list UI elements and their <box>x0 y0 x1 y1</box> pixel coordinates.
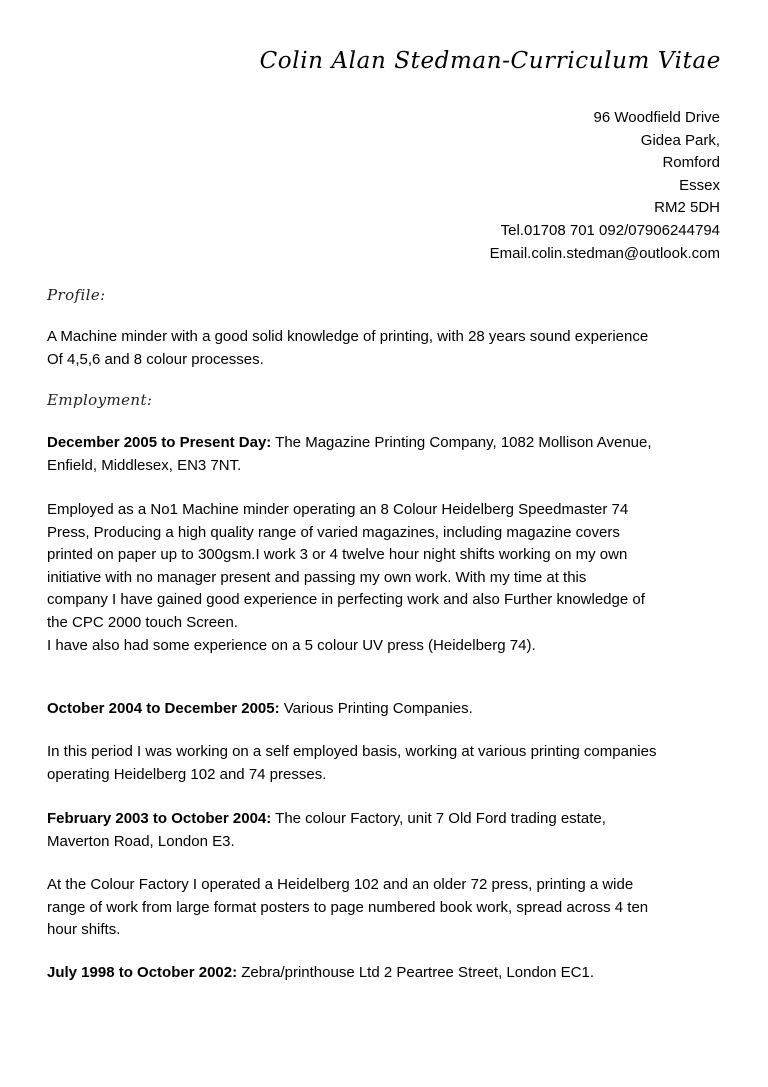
job-description-line: initiative with no manager present and passing my own work. With my time at this <box>47 568 587 586</box>
employment-heading: Employment: <box>47 391 153 409</box>
job-description-line: hour shifts. <box>47 921 121 939</box>
job-description-line: At the Colour Factory I operated a Heidelberg 102 and an older 72 press, printing a wide <box>47 876 634 893</box>
address-area: Gidea Park, <box>640 131 720 149</box>
cv-title: Colin Alan Stedman-Curriculum Vitae <box>259 48 721 74</box>
job-description <box>47 874 727 942</box>
job-description-line: operating Heidelberg 102 and 74 presses. <box>47 765 327 783</box>
job-period: October 2004 to December 2005: <box>47 700 280 717</box>
job-description-line: In this period I was working on a self employed basis, working at various printing companies <box>47 743 657 760</box>
job-entry-header <box>47 698 727 721</box>
job-entry-header <box>47 808 727 853</box>
job-period: December 2005 to Present Day: <box>47 434 272 451</box>
job-employer: The Magazine Printing Company, 1082 Mollison Avenue, <box>271 434 652 451</box>
job-description <box>47 499 727 657</box>
job-employer: Zebra/printhouse Ltd 2 Peartree Street, London EC1. <box>237 964 594 981</box>
address-postcode: RM2 5DH <box>654 199 720 217</box>
profile-text <box>47 326 727 371</box>
job-description-line: Employed as a No1 Machine minder operating an 8 Colour Heidelberg Speedmaster 74 <box>47 501 629 518</box>
job-description-line: Press, Producing a high quality range of varied magazines, including magazine covers <box>47 523 620 541</box>
job-employer-address: Enfield, Middlesex, EN3 7NT. <box>47 456 242 474</box>
job-entry-header <box>47 432 727 477</box>
contact-address-block <box>490 107 720 265</box>
job-entry-header <box>47 962 727 985</box>
contact-email: Email.colin.stedman@outlook.com <box>489 244 720 262</box>
job-employer: Various Printing Companies. <box>279 700 473 717</box>
job-description-line: I have also had some experience on a 5 colour UV press (Heidelberg 74). <box>47 636 536 654</box>
address-town: Romford <box>662 154 720 172</box>
job-employer-address: Maverton Road, London E3. <box>47 832 235 850</box>
job-description-line: company I have gained good experience in perfecting work and also Further knowledge of <box>47 591 645 609</box>
job-description-line: printed on paper up to 300gsm.I work 3 or 4 twelve hour night shifts working on my own <box>47 546 628 564</box>
job-employer: The colour Factory, unit 7 Old Ford trading estate, <box>271 810 606 827</box>
profile-line: A Machine minder with a good solid knowledge of printing, with 28 years sound experience <box>47 328 649 345</box>
job-period: July 1998 to October 2002: <box>47 964 238 981</box>
address-county: Essex <box>679 176 720 194</box>
job-description-line: the CPC 2000 touch Screen. <box>47 613 238 631</box>
job-period: February 2003 to October 2004: <box>47 810 272 827</box>
job-description <box>47 741 727 786</box>
profile-heading: Profile: <box>47 286 106 304</box>
job-description-line: range of work from large format posters to page numbered book work, spread across 4 ten <box>47 898 649 916</box>
address-street: 96 Woodfield Drive <box>593 109 720 126</box>
contact-telephone: Tel.01708 701 092/07906244794 <box>500 221 720 239</box>
profile-line: Of 4,5,6 and 8 colour processes. <box>47 350 264 368</box>
